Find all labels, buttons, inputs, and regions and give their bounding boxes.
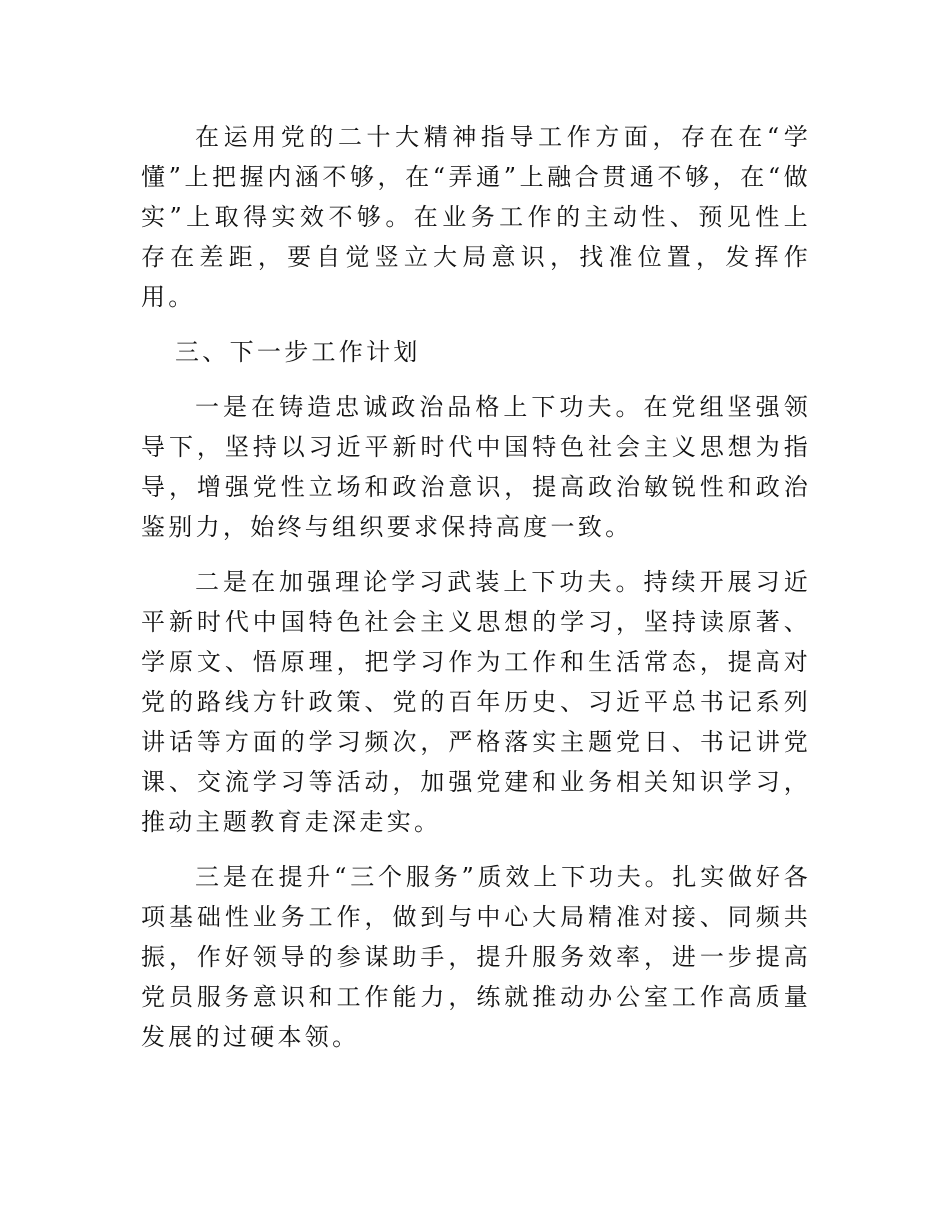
document-body (141, 117, 811, 1072)
paragraph-plan-2: 二是在加强理论学习武装上下功夫。持续开展习近平新时代中国特色社会主义思想的学习，坚持读原著、学原文、悟原理，把学习作为工作和生活常态，提高对党的路线方针政策、党的百年历史、习近平总书记系列讲话等方面的学习频次，严格落实主题党日、书记讲党课、交流学习等活动，加强党建和业务相关知识学习，推动主题教育走深走实。 (141, 568, 811, 836)
paragraph-plan-1: 一是在铸造忠诚政治品格上下功夫。在党组坚强领导下，坚持以习近平新时代中国特色社会主义思想为指导，增强党性立场和政治意识，提高政治敏锐性和政治鉴别力，始终与组织要求保持高度一致。 (141, 393, 811, 541)
paragraph-plan-3: 三是在提升“三个服务”质效上下功夫。扎实做好各项基础性业务工作，做到与中心大局精准对接、同频共振，作好领导的参谋助手，提升服务效率，进一步提高党员服务意识和工作能力，练就推动办公室工作高质量发展的过硬本领。 (141, 863, 811, 1051)
paragraph-problems: 在运用党的二十大精神指导工作方面，存在在“学懂”上把握内涵不够，在“弄通”上融合贯通不够，在“做实”上取得实效不够。在业务工作的主动性、预见性上存在差距，要自觉竖立大局意识，找准位置，发挥作用。 (141, 123, 811, 311)
section-heading-next-steps: 三、下一步工作计划 (175, 338, 421, 366)
